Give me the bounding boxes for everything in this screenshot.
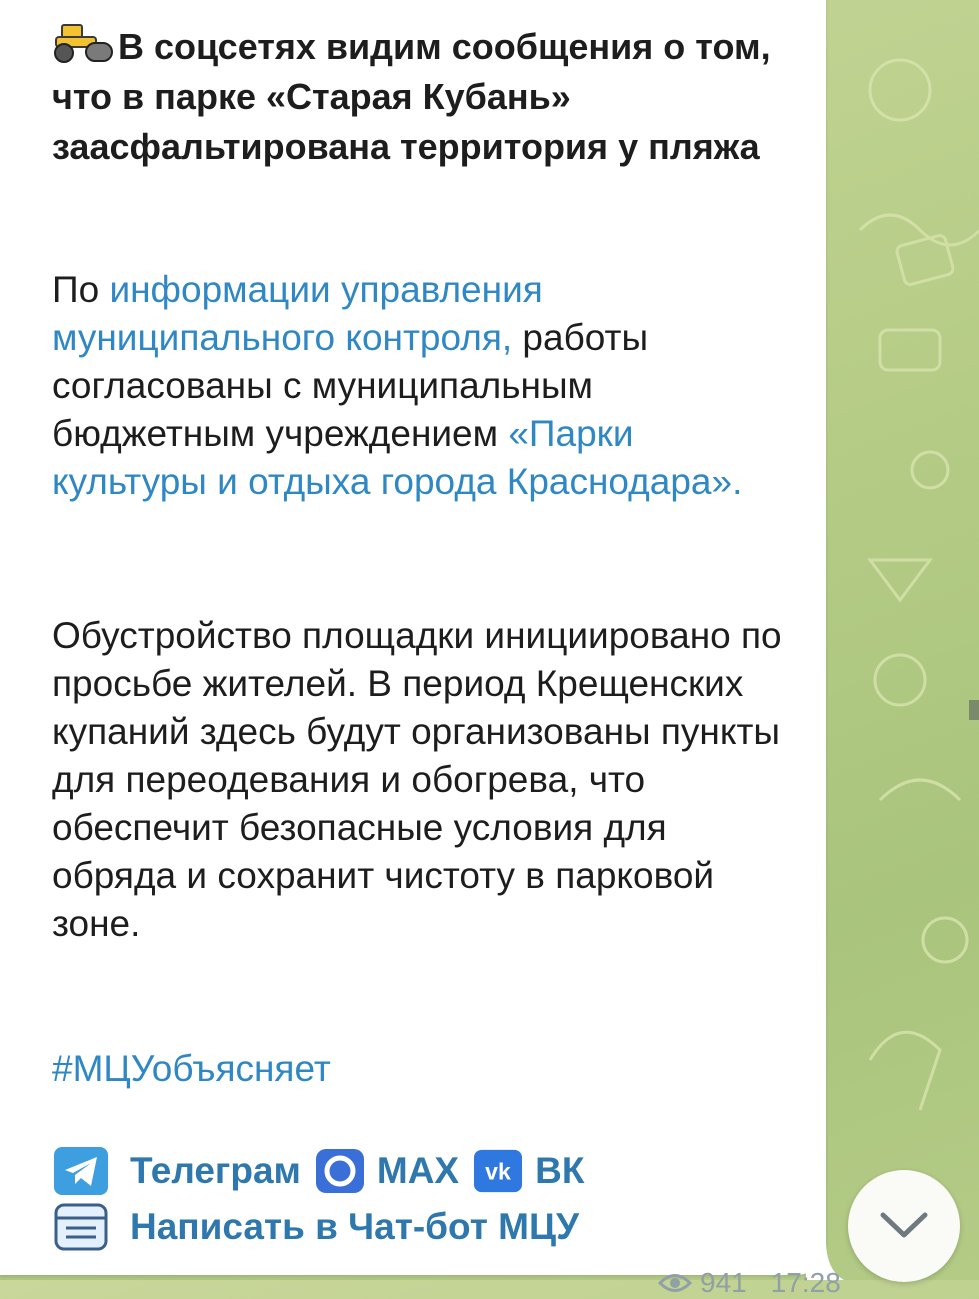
scrollbar-thumb[interactable]	[969, 700, 979, 720]
road-roller-emoji	[52, 23, 114, 63]
chatbot-icon[interactable]	[52, 1202, 110, 1252]
paragraph-source	[52, 266, 792, 506]
telegram-link[interactable]: Телеграм	[130, 1150, 301, 1191]
paragraph-details: Обустройство площадки инициировано по просьбе жителей. В период Крещенских купаний здесь будут организованы пункты для переодевания и обогрева, что обеспечит безопасные условия для обряда и сохранит чистоту в парковой зоне.	[52, 615, 782, 944]
link-municipal-control[interactable]: информации управления муниципального контроля,	[52, 269, 543, 358]
telegram-icon[interactable]	[52, 1146, 110, 1196]
message-content	[52, 22, 841, 1298]
svg-text:vk: vk	[485, 1158, 511, 1185]
link-parks-krasnodar[interactable]: «Парки культуры и отдыха города Краснодара».	[52, 413, 743, 502]
scroll-down-button[interactable]	[848, 1170, 960, 1282]
max-icon[interactable]	[315, 1148, 365, 1194]
title-text: В соцсетях видим сообщения о том, что в парке «Старая Кубань» заасфальтирована территория у пляжа	[52, 26, 771, 167]
para1-middle: работы согласованы с муниципальным бюджетным учреждением	[52, 317, 649, 454]
chatbot-row	[52, 1202, 579, 1252]
chatbot-link[interactable]: Написать в Чат-бот МЦУ	[130, 1206, 579, 1247]
message-time: 17:28	[770, 1267, 841, 1298]
max-link[interactable]: MAX	[376, 1150, 460, 1191]
chevron-down-icon	[879, 1211, 929, 1241]
views-count: 941	[700, 1267, 747, 1298]
views-eye-icon	[658, 1272, 692, 1294]
message-title	[52, 22, 792, 172]
vk-link[interactable]: ВК	[535, 1150, 585, 1191]
para1-prefix: По	[52, 269, 110, 310]
vk-icon[interactable]	[473, 1148, 523, 1194]
social-links-row	[52, 1146, 584, 1196]
hashtag-link[interactable]: #МЦУобъясняет	[52, 1048, 331, 1089]
message-meta	[658, 1267, 841, 1299]
